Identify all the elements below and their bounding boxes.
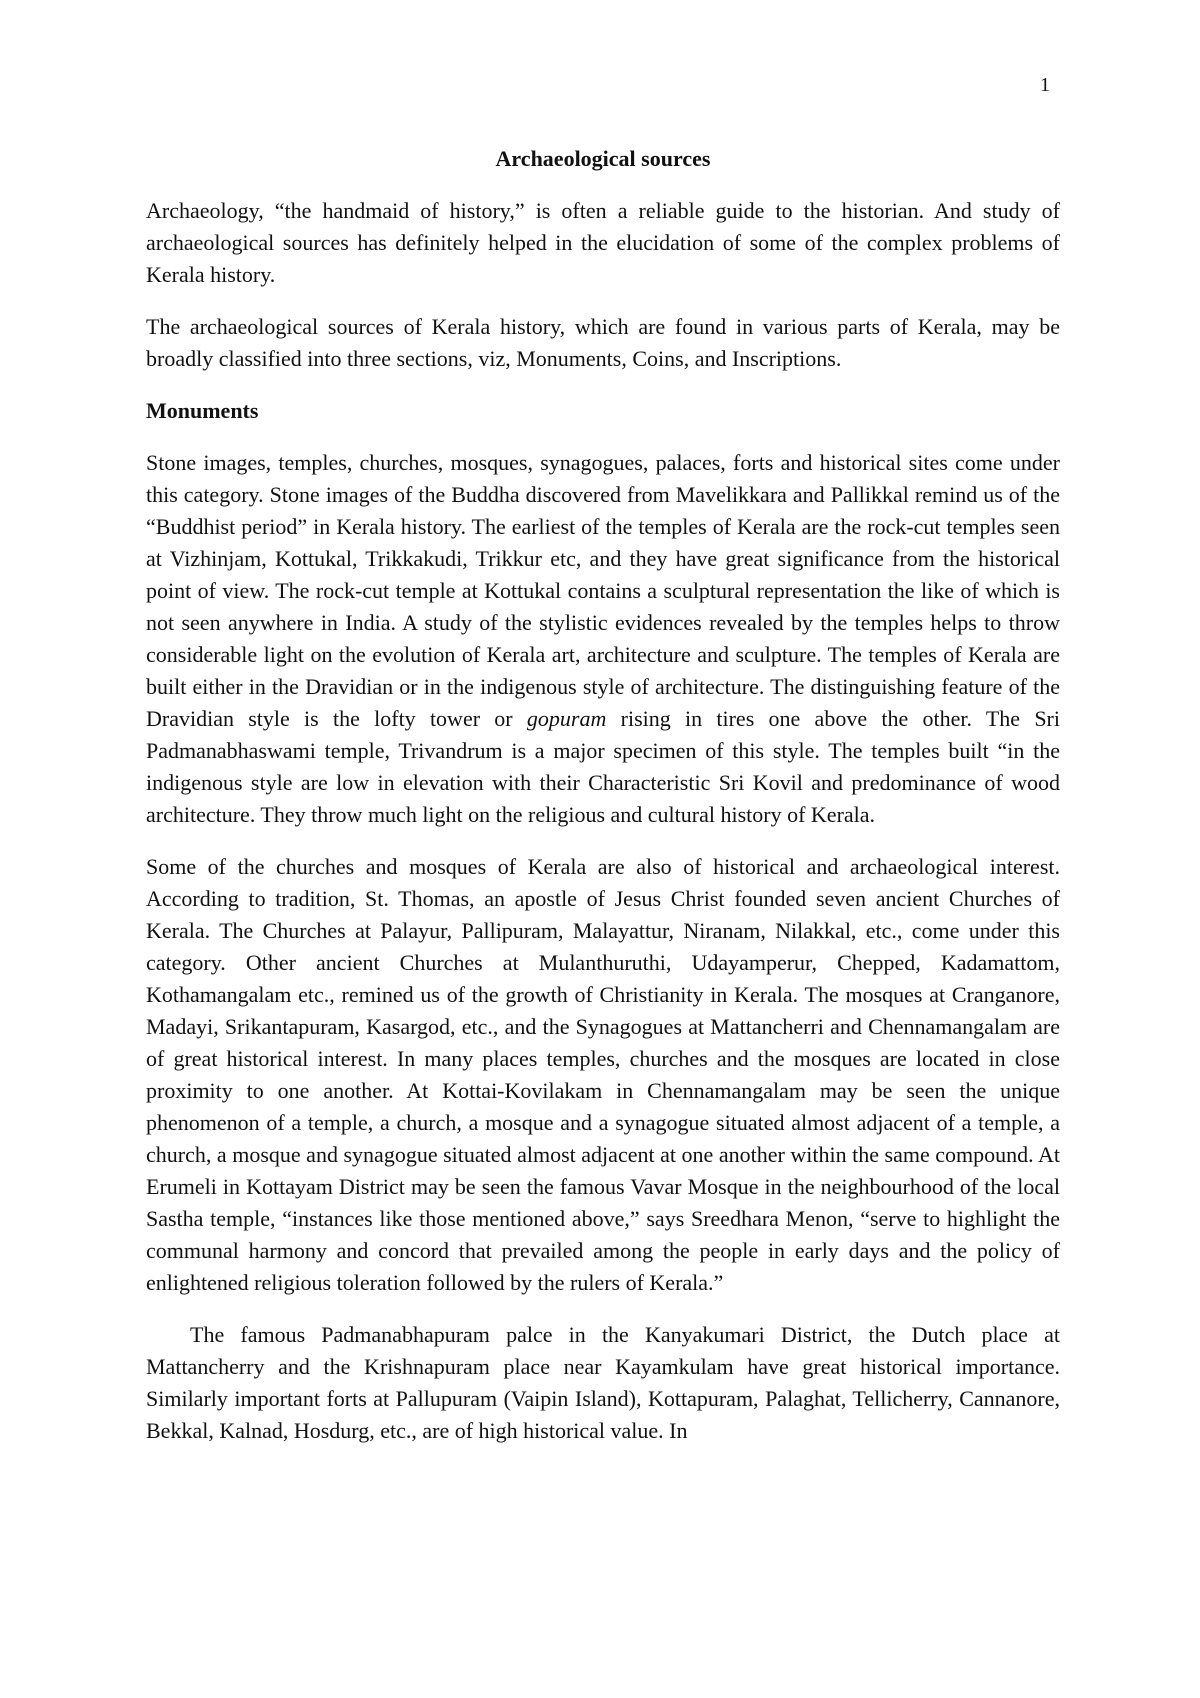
section-heading-monuments: Monuments xyxy=(146,398,259,423)
intro-paragraph-1: Archaeology, “the handmaid of history,” is often a reliable guide to the historian. And study of archaeological sources has definitely helped in the elucidation of some of the complex problems of Kerala history. xyxy=(146,198,1060,287)
monuments-paragraph-2: Some of the churches and mosques of Kerala are also of historical and archaeological interest. According to tradition, St. Thomas, an apostle of Jesus Christ founded seven ancient Churches of Kerala. The Churches at Palayur, Pallipuram, Malayattur, Niranam, Nilakkal, etc., come under this category. Other ancient Churches at Mulanthuruthi, Udayamperur, Chepped, Kadamattom, Kothamangalam etc., remined us of the growth of Christianity in Kerala. The mosques at Cranganore, Madayi, Srikantapuram, Kasargod, etc., and the Synagogues at Mattancherri and Chennamangalam are of great historical interest. In many places temples, churches and the mosques are located in close proximity to one another. At Kottai-Kovilakam in Chennamangalam may be seen the unique phenomenon of a temple, a church, a mosque and a synagogue situated almost adjacent of a temple, a church, a mosque and synagogue situated almost adjacent at one another within the same compound. At Erumeli in Kottayam District may be seen the famous Vavar Mosque in the neighbourhood of the local Sastha temple, “instances like those mentioned above,” says Sreedhara Menon, “serve to highlight the communal harmony and concord that prevailed among the people in early days and the policy of enlightened religious toleration followed by the rulers of Kerala.” xyxy=(146,854,1060,1295)
monuments-p1-text-b: rising in tires one above the other. The Sri Padmanabhaswami temple, Trivandrum is a major specimen of this style. The temples built “in the indigenous style are low in elevation with their Characteristic Sri Kovil and predominance of wood architecture. They throw much light on the religious and cultural history of Kerala. xyxy=(146,706,1060,827)
monuments-paragraph-3: The famous Padmanabhapuram palce in the Kanyakumari District, the Dutch place at Mattancherry and the Krishnapuram place near Kayamkulam have great historical importance. Similarly important forts at Pallupuram (Vaipin Island), Kottapuram, Palaghat, Tellicherry, Cannanore, Bekkal, Kalnad, Hosdurg, etc., are of high historical value. In xyxy=(146,1322,1060,1443)
monuments-p1-text-a: Stone images, temples, churches, mosques, synagogues, palaces, forts and historical sites come under this category. Stone images of the Buddha discovered from Mavelikkara and Pallikkal remind us of the “Buddhist period” in Kerala history. The earliest of the temples of Kerala are the rock-cut temples seen at Vizhinjam, Kottukal, Trikkakudi, Trikkur etc, and they have great significance from the historical point of view. The rock-cut temple at Kottukal contains a sculptural representation the like of which is not seen anywhere in India. A study of the stylistic evidences revealed by the temples helps to throw considerable light on the evolution of Kerala art, architecture and sculpture. The temples of Kerala are built either in the Dravidian or in the indigenous style of architecture. The distinguishing feature of the Dravidian style is the lofty tower or xyxy=(146,450,1060,731)
intro-paragraph-2: The archaeological sources of Kerala history, which are found in various parts of Kerala, may be broadly classified into three sections, viz, Monuments, Coins, and Inscriptions. xyxy=(146,314,1060,371)
document-body xyxy=(146,143,1060,1467)
page-number: 1 xyxy=(1040,74,1050,96)
gopuram-term: gopuram xyxy=(526,706,607,731)
monuments-paragraph-1 xyxy=(146,447,1060,831)
document-title: Archaeological sources xyxy=(495,146,711,171)
